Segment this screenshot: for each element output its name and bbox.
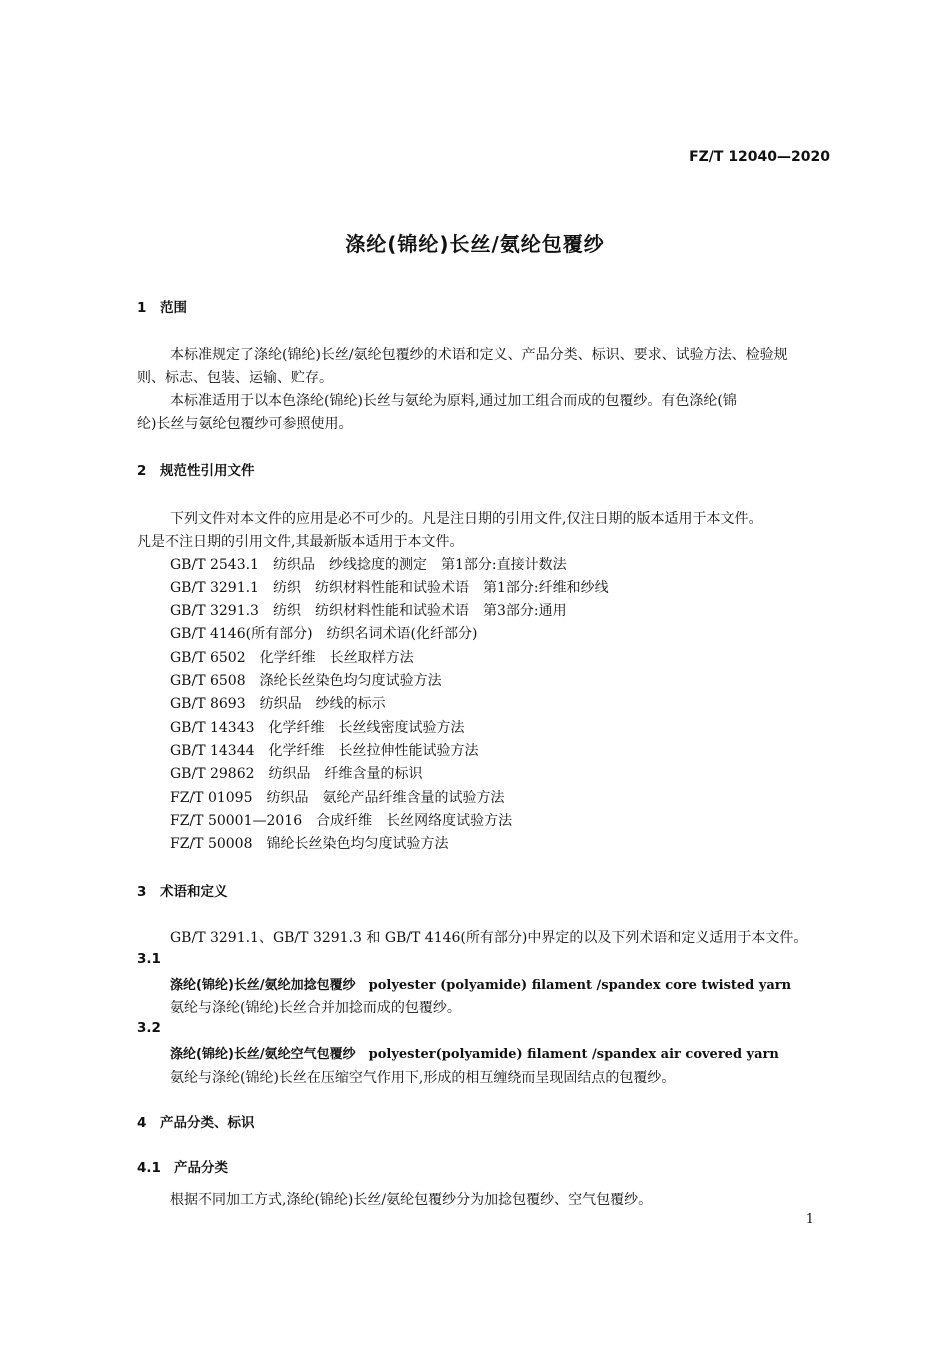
- reference-item: GB/T 6502 化学纤维 长丝取样方法: [170, 650, 414, 666]
- page-number: 1: [805, 1212, 814, 1227]
- term-english: polyester (polyamide) filament /spandex core twisted yarn: [368, 978, 792, 993]
- term-chinese: 涤纶(锦纶)长丝/氨纶加捻包覆纱: [170, 978, 356, 993]
- reference-item: GB/T 3291.3 纺织 纺织材料性能和试验术语 第3部分:通用: [170, 603, 567, 619]
- reference-item: GB/T 29862 纺织品 纤维含量的标识: [170, 766, 423, 782]
- term-heading: [170, 1043, 779, 1062]
- section-number: 4.1: [137, 1160, 161, 1176]
- reference-item: FZ/T 50001—2016 合成纤维 长丝网络度试验方法: [170, 813, 513, 829]
- reference-item: GB/T 2543.1 纺织品 纱线捻度的测定 第1部分:直接计数法: [170, 557, 567, 573]
- term-english: polyester(polyamide) filament /spandex air covered yarn: [368, 1047, 779, 1062]
- term-definition: 氨纶与涤纶(锦纶)长丝在压缩空气作用下,形成的相互缠绕而呈现固结点的包覆纱。: [170, 1070, 676, 1086]
- term-definition: 氨纶与涤纶(锦纶)长丝合并加捻而成的包覆纱。: [170, 1000, 461, 1016]
- reference-item: GB/T 6508 涤纶长丝染色均匀度试验方法: [170, 673, 442, 689]
- term-number: 3.1: [137, 951, 161, 967]
- section-title: 产品分类、标识: [160, 1115, 255, 1131]
- reference-item: GB/T 3291.1 纺织 纺织材料性能和试验术语 第1部分:纤维和纱线: [170, 580, 609, 596]
- section-4-heading: [137, 1111, 255, 1131]
- section-title: 范围: [160, 300, 187, 316]
- reference-item: GB/T 14343 化学纤维 长丝线密度试验方法: [170, 720, 465, 736]
- section-3-heading: [137, 880, 228, 900]
- paragraph-line: GB/T 3291.1、GB/T 3291.3 和 GB/T 4146(所有部分)中界定的以及下列术语和定义适用于本文件。: [170, 930, 808, 946]
- term-chinese: 涤纶(锦纶)长丝/氨纶空气包覆纱: [170, 1047, 356, 1062]
- paragraph-line: 本标准适用于以本色涤纶(锦纶)长丝与氨纶为原料,通过加工组合而成的包覆纱。有色涤纶(锦: [170, 393, 737, 409]
- reference-item: GB/T 4146(所有部分) 纺织名词术语(化纤部分): [170, 626, 478, 642]
- paragraph-line: 根据不同加工方式,涤纶(锦纶)长丝/氨纶包覆纱分为加捻包覆纱、空气包覆纱。: [170, 1192, 653, 1208]
- paragraph-line: 本标准规定了涤纶(锦纶)长丝/氨纶包覆纱的术语和定义、产品分类、标识、要求、试验方法、检验规: [170, 347, 788, 363]
- paragraph-line: 凡是不注日期的引用文件,其最新版本适用于本文件。: [137, 534, 464, 550]
- section-number: 1: [137, 300, 147, 316]
- section-title: 产品分类: [174, 1160, 228, 1176]
- paragraph-line: 下列文件对本文件的应用是必不可少的。凡是注日期的引用文件,仅注日期的版本适用于本文件。: [170, 511, 763, 527]
- section-title: 规范性引用文件: [160, 463, 255, 479]
- section-title: 术语和定义: [160, 884, 228, 900]
- section-1-heading: [137, 296, 187, 316]
- subsection-4-1-heading: [137, 1156, 228, 1176]
- paragraph-line: 则、标志、包装、运输、贮存。: [137, 370, 333, 386]
- section-2-heading: [137, 459, 255, 479]
- document-code: FZ/T 12040—2020: [689, 149, 830, 165]
- reference-item: FZ/T 50008 锦纶长丝染色均匀度试验方法: [170, 836, 449, 852]
- reference-item: GB/T 8693 纺织品 纱线的标示: [170, 696, 386, 712]
- paragraph-line: 纶)长丝与氨纶包覆纱可参照使用。: [137, 416, 353, 432]
- term-number: 3.2: [137, 1020, 161, 1036]
- term-heading: [170, 974, 791, 993]
- reference-item: GB/T 14344 化学纤维 长丝拉伸性能试验方法: [170, 743, 479, 759]
- section-number: 3: [137, 884, 147, 900]
- page-title: 涤纶(锦纶)长丝/氨纶包覆纱: [345, 232, 605, 256]
- section-number: 4: [137, 1115, 147, 1131]
- section-number: 2: [137, 463, 147, 479]
- reference-item: FZ/T 01095 纺织品 氨纶产品纤维含量的试验方法: [170, 790, 505, 806]
